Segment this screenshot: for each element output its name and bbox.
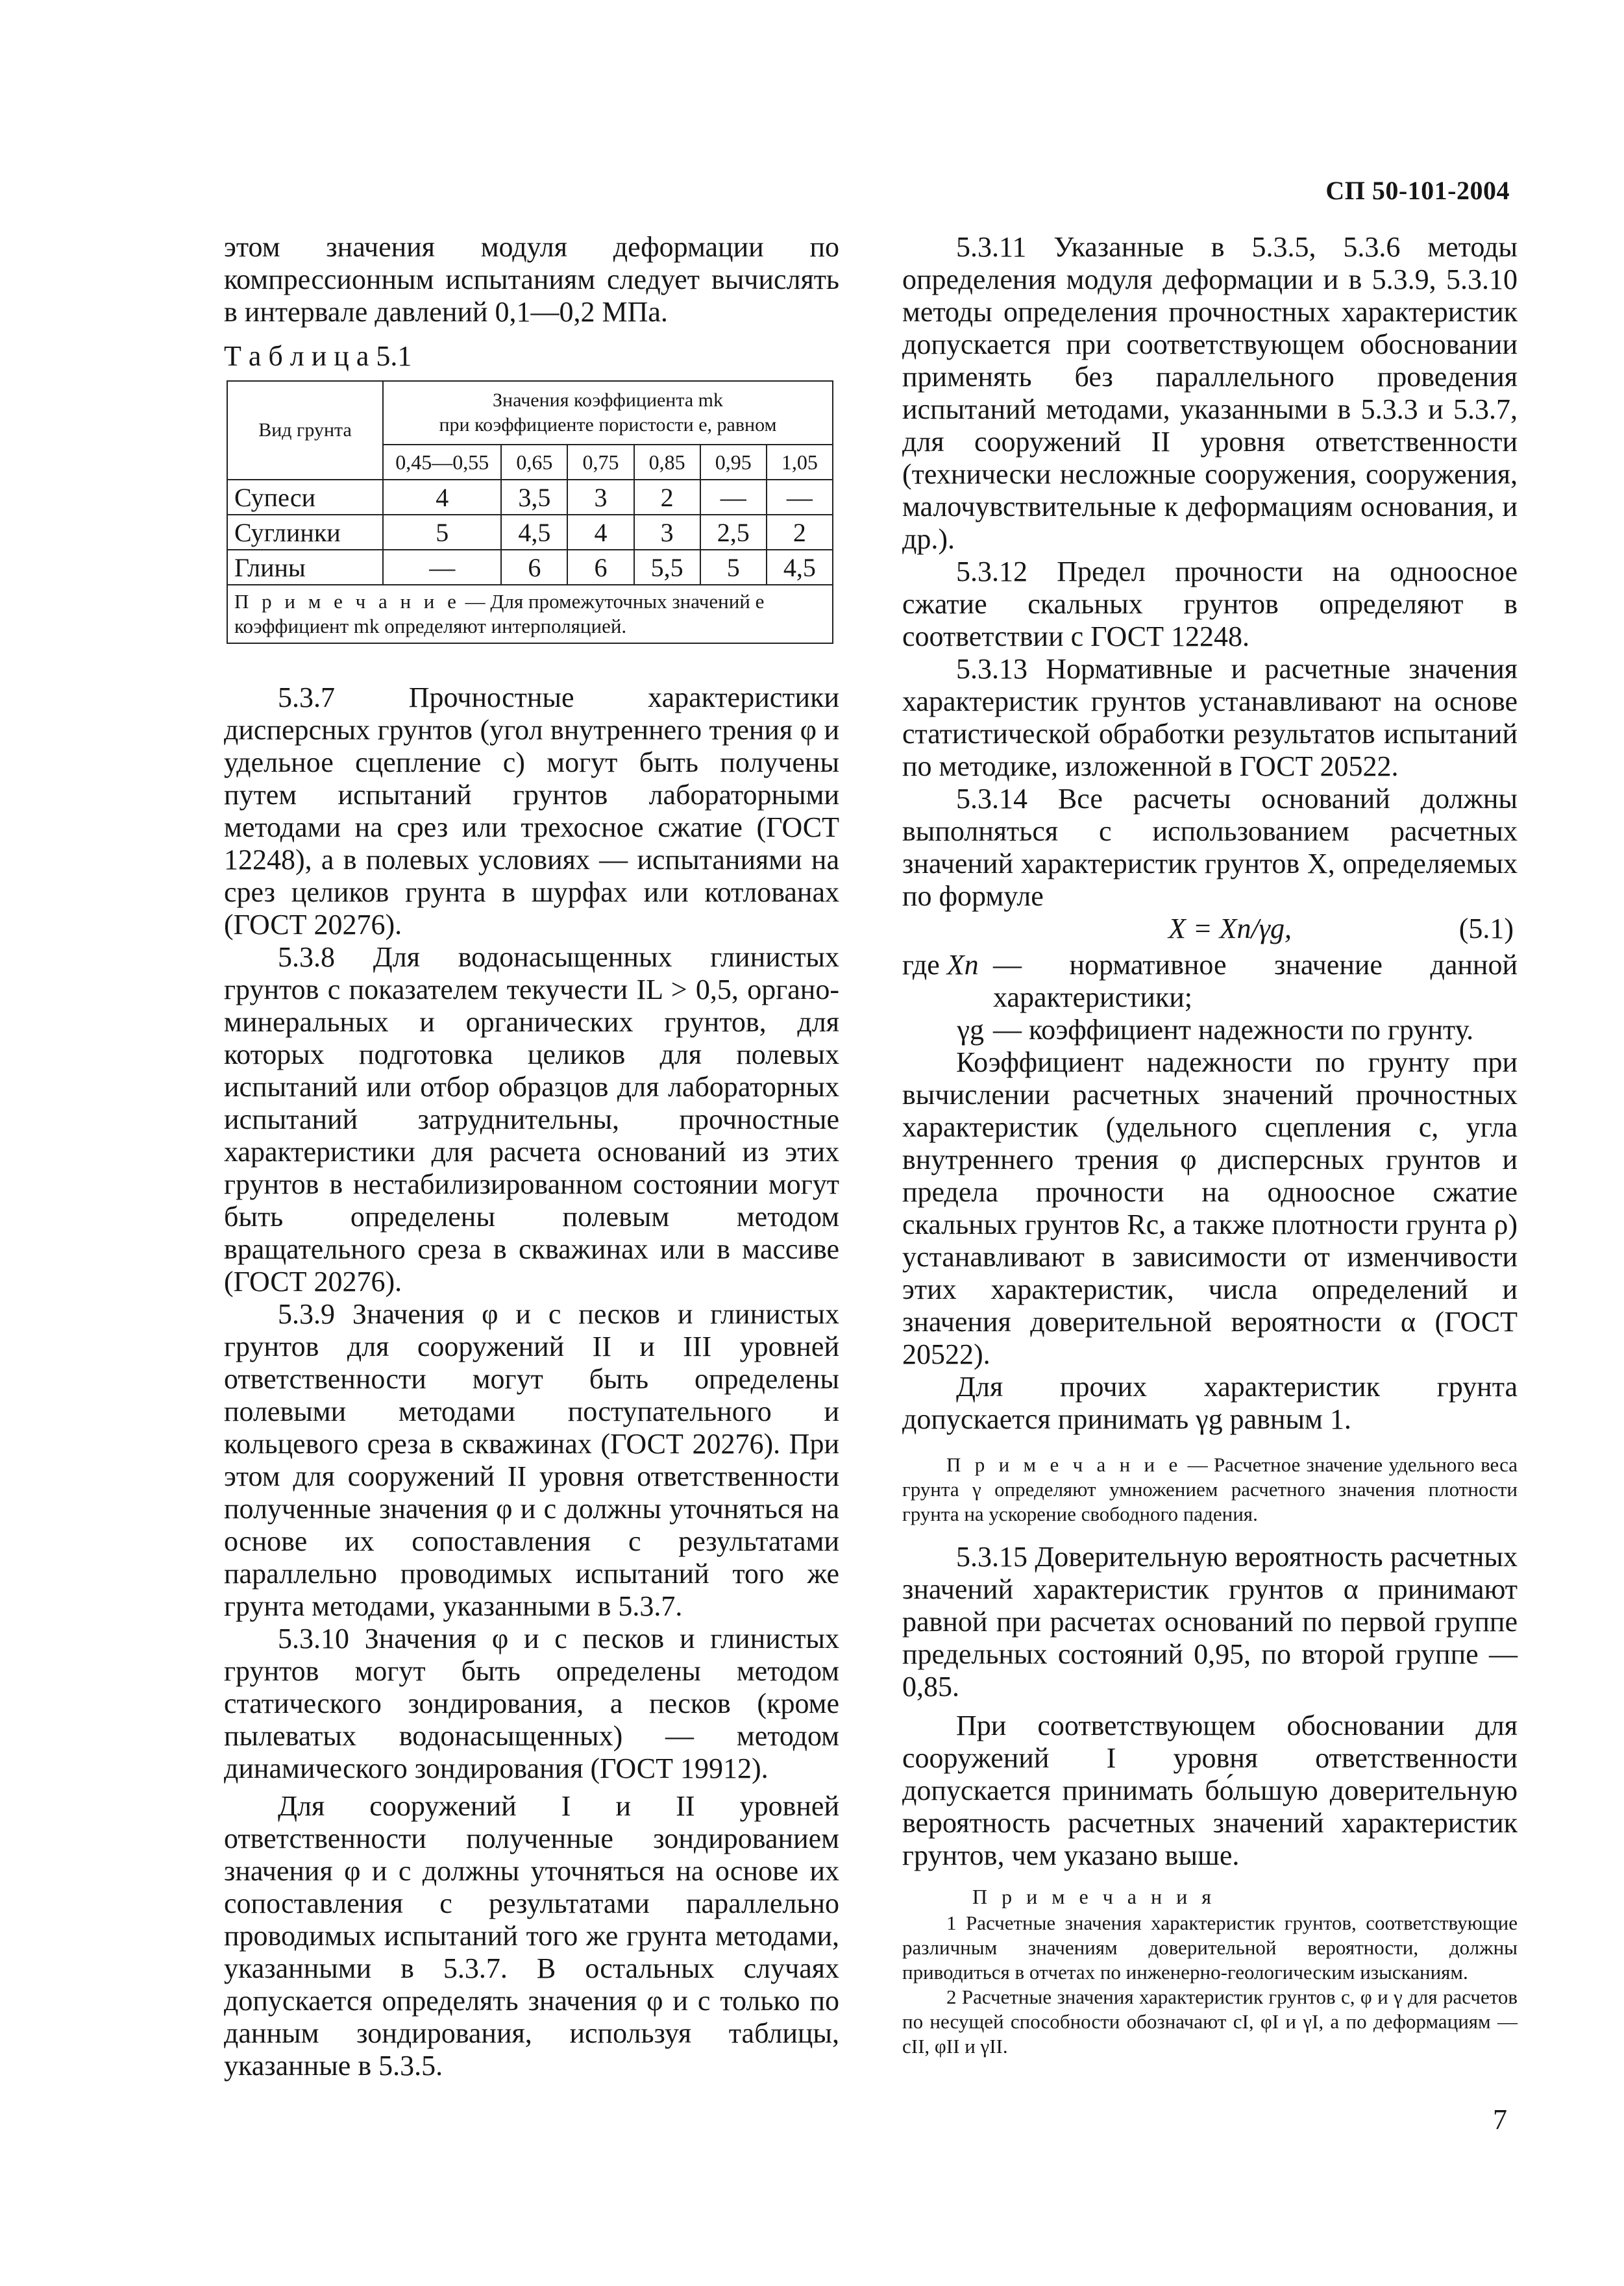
table-note-text: — Для промежуточных значений e коэффициент mk определяют интерполяцией. — [234, 590, 765, 637]
e-value: 0,85 — [634, 445, 700, 480]
note-label: П р и м е ч а н и е — [946, 1453, 1182, 1476]
para-5-3-8: 5.3.8 Для водонасыщенных глинистых грунтов с показателем текучести IL > 0,5, органо-минеральных и органических грунтов, для которых подготовка целиков для полевых испытаний или отбор образцов для лабораторных испытаний затруднительны, прочностные характеристики для расчета оснований из этих грунтов в нестабилизированном состоянии могут быть определены полевым методом вращательного среза в скважинах или в массиве (ГОСТ 20276). — [224, 941, 839, 1297]
cell: 3,5 — [501, 480, 567, 515]
group-header-line2: при коэффициенте пористости e, равном — [439, 414, 777, 436]
col-header-group — [383, 381, 833, 445]
note-1: 1 Расчетные значения характеристик грунтов, соответствующие различным значениям доверительной вероятности, должны приводиться в отчетах по инженерно-геологическим изысканиям. — [902, 1911, 1518, 1984]
para-other: Для прочих характеристик грунта допускается принимать γg равным 1. — [902, 1371, 1518, 1435]
notes-heading: П р и м е ч а н и я — [972, 1885, 1216, 1908]
note-unit-weight — [902, 1453, 1518, 1527]
gg-symbol: γg — [957, 1014, 984, 1046]
cell: 4 — [567, 515, 634, 550]
left-column — [224, 231, 839, 2082]
row-name: Суглинки — [227, 515, 383, 550]
table-row — [227, 550, 833, 585]
cell: 5 — [700, 550, 767, 585]
document-code: СП 50-101-2004 — [1325, 176, 1510, 205]
cell: 2 — [767, 515, 833, 550]
xn-symbol: Xn — [946, 949, 979, 981]
table-row — [227, 480, 833, 515]
para-5-3-14: 5.3.14 Все расчеты оснований должны выполняться с использованием расчетных значений характеристик грунтов X, определяемых по формуле — [902, 783, 1518, 912]
note-2: 2 Расчетные значения характеристик грунтов c, φ и γ для расчетов по несущей способности обозначают cI, φI и γI, а по деформациям — cII, φII и γII. — [902, 1985, 1518, 2058]
right-column — [902, 231, 1518, 2059]
cell: 4 — [383, 480, 501, 515]
para-5-3-10: 5.3.10 Значения φ и c песков и глинистых грунтов могут быть определены методом статического зондирования, а песков (кроме пылеватых водонасыщенных) — методом динамического зондирования (ГОСТ 19912). — [224, 1623, 839, 1784]
table-caption: Т а б л и ц а 5.1 — [224, 340, 412, 372]
formula-line — [902, 913, 1518, 949]
page-number: 7 — [1493, 2104, 1507, 2135]
cell: — — [383, 550, 501, 585]
intro-paragraph: этом значения модуля деформации по компрессионным испытаниям следует вычислять в интервале давлений 0,1—0,2 МПа. — [224, 231, 839, 328]
para-5-3-13: 5.3.13 Нормативные и расчетные значения характеристик грунтов устанавливают на основе статистической обработки результатов испытаний по методике, изложенной в ГОСТ 20522. — [902, 653, 1518, 782]
row-name: Супеси — [227, 480, 383, 515]
cell: 6 — [501, 550, 567, 585]
gg-description: — коэффициент надежности по грунту. — [993, 1014, 1474, 1046]
para-5-3-9: 5.3.9 Значения φ и c песков и глинистых грунтов для сооружений II и III уровней ответственности могут быть определены полевыми методами поступательного и кольцевого среза в скважинах (ГОСТ 20276). При этом для сооружений II уровня ответственности полученные значения φ и c должны уточняться на основе их сопоставления с результатами параллельно проводимых испытаний того же грунта методами, указанными в 5.3.7. — [224, 1298, 839, 1622]
cell: 4,5 — [767, 550, 833, 585]
e-value: 1,05 — [767, 445, 833, 480]
para-5-3-7: 5.3.7 Прочностные характеристики дисперсных грунтов (угол внутреннего трения φ и удельное сцепление c) могут быть получены путем испытаний грунтов лабораторными методами на срез или трехосное сжатие (ГОСТ 12248), а в полевых условиях — испытаниями на срез целиков грунта в шурфах или котлованах (ГОСТ 20276). — [224, 682, 839, 940]
formula: X = Xn/γg, — [1168, 913, 1292, 944]
e-value: 0,95 — [700, 445, 767, 480]
cell: 3 — [634, 515, 700, 550]
row-name: Глины — [227, 550, 383, 585]
col-header-soil: Вид грунта — [227, 381, 383, 480]
cell: 3 — [567, 480, 634, 515]
table-note — [227, 585, 833, 643]
cell: — — [700, 480, 767, 515]
cell: 2 — [634, 480, 700, 515]
para-5-3-11: 5.3.11 Указанные в 5.3.5, 5.3.6 методы определения модуля деформации и в 5.3.9, 5.3.10 методы определения прочностных характеристик допускается при соответствующем обосновании применять без параллельного проведения испытаний методами, указанными в 5.3.3 и 5.3.7, для сооружений II уровня ответственности (технически несложные сооружения, сооружения, малочувствительные к деформациям основания, и др.). — [902, 231, 1518, 555]
where-word: где — [902, 949, 940, 981]
coefficient-table — [227, 380, 833, 644]
table-note-label: П р и м е ч а н и е — [234, 590, 460, 613]
para-5-3-15-cont: При соответствующем обосновании для сооружений I уровня ответственности допускается принимать бо́льшую доверительную вероятность расчетных значений характеристик грунтов, чем указано выше. — [902, 1710, 1518, 1871]
formula-legend — [902, 949, 1518, 1046]
e-value: 0,45—0,55 — [383, 445, 501, 480]
formula-number: (5.1) — [1458, 913, 1514, 944]
group-header-line1: Значения коэффициента mk — [493, 389, 723, 411]
cell: 6 — [567, 550, 634, 585]
legend-symbol-xn — [902, 949, 993, 1014]
para-5-3-10-cont: Для сооружений I и II уровней ответственности полученные зондированием значения φ и c должны уточняться на основе их сопоставления с результатами параллельно проводимых испытаний того же грунта методами, указанными в 5.3.7. В остальных случаях допускается определять значения φ и c только по данным зондирования, используя таблицы, указанные в 5.3.5. — [224, 1790, 839, 2082]
cell: 5,5 — [634, 550, 700, 585]
cell: — — [767, 480, 833, 515]
para-coefficient: Коэффициент надежности по грунту при вычислении расчетных значений прочностных характеристик (удельного сцепления c, угла внутреннего трения φ дисперсных грунтов и предела прочности на одноосное сжатие скальных грунтов Rc, а также плотности грунта ρ) устанавливают в зависимости от изменчивости этих характеристик, числа определений и значения доверительной вероятности α (ГОСТ 20522). — [902, 1046, 1518, 1370]
para-5-3-12: 5.3.12 Предел прочности на одноосное сжатие скальных грунтов определяют в соответствии с ГОСТ 12248. — [902, 556, 1518, 652]
note-text: — Расчетное значение удельного веса грунта γ определяют умножением расчетного значения плотности грунта на ускорение свободного падения. — [902, 1453, 1518, 1525]
para-5-3-15: 5.3.15 Доверительную вероятность расчетных значений характеристик грунтов α принимают равной при расчетах оснований по первой группе предельных состояний 0,95, по второй группе — 0,85. — [902, 1541, 1518, 1702]
e-value: 0,65 — [501, 445, 567, 480]
cell: 2,5 — [700, 515, 767, 550]
cell: 5 — [383, 515, 501, 550]
table-row — [227, 515, 833, 550]
xn-description: — нормативное значение данной характеристики; — [993, 949, 1518, 1013]
cell: 4,5 — [501, 515, 567, 550]
e-value: 0,75 — [567, 445, 634, 480]
